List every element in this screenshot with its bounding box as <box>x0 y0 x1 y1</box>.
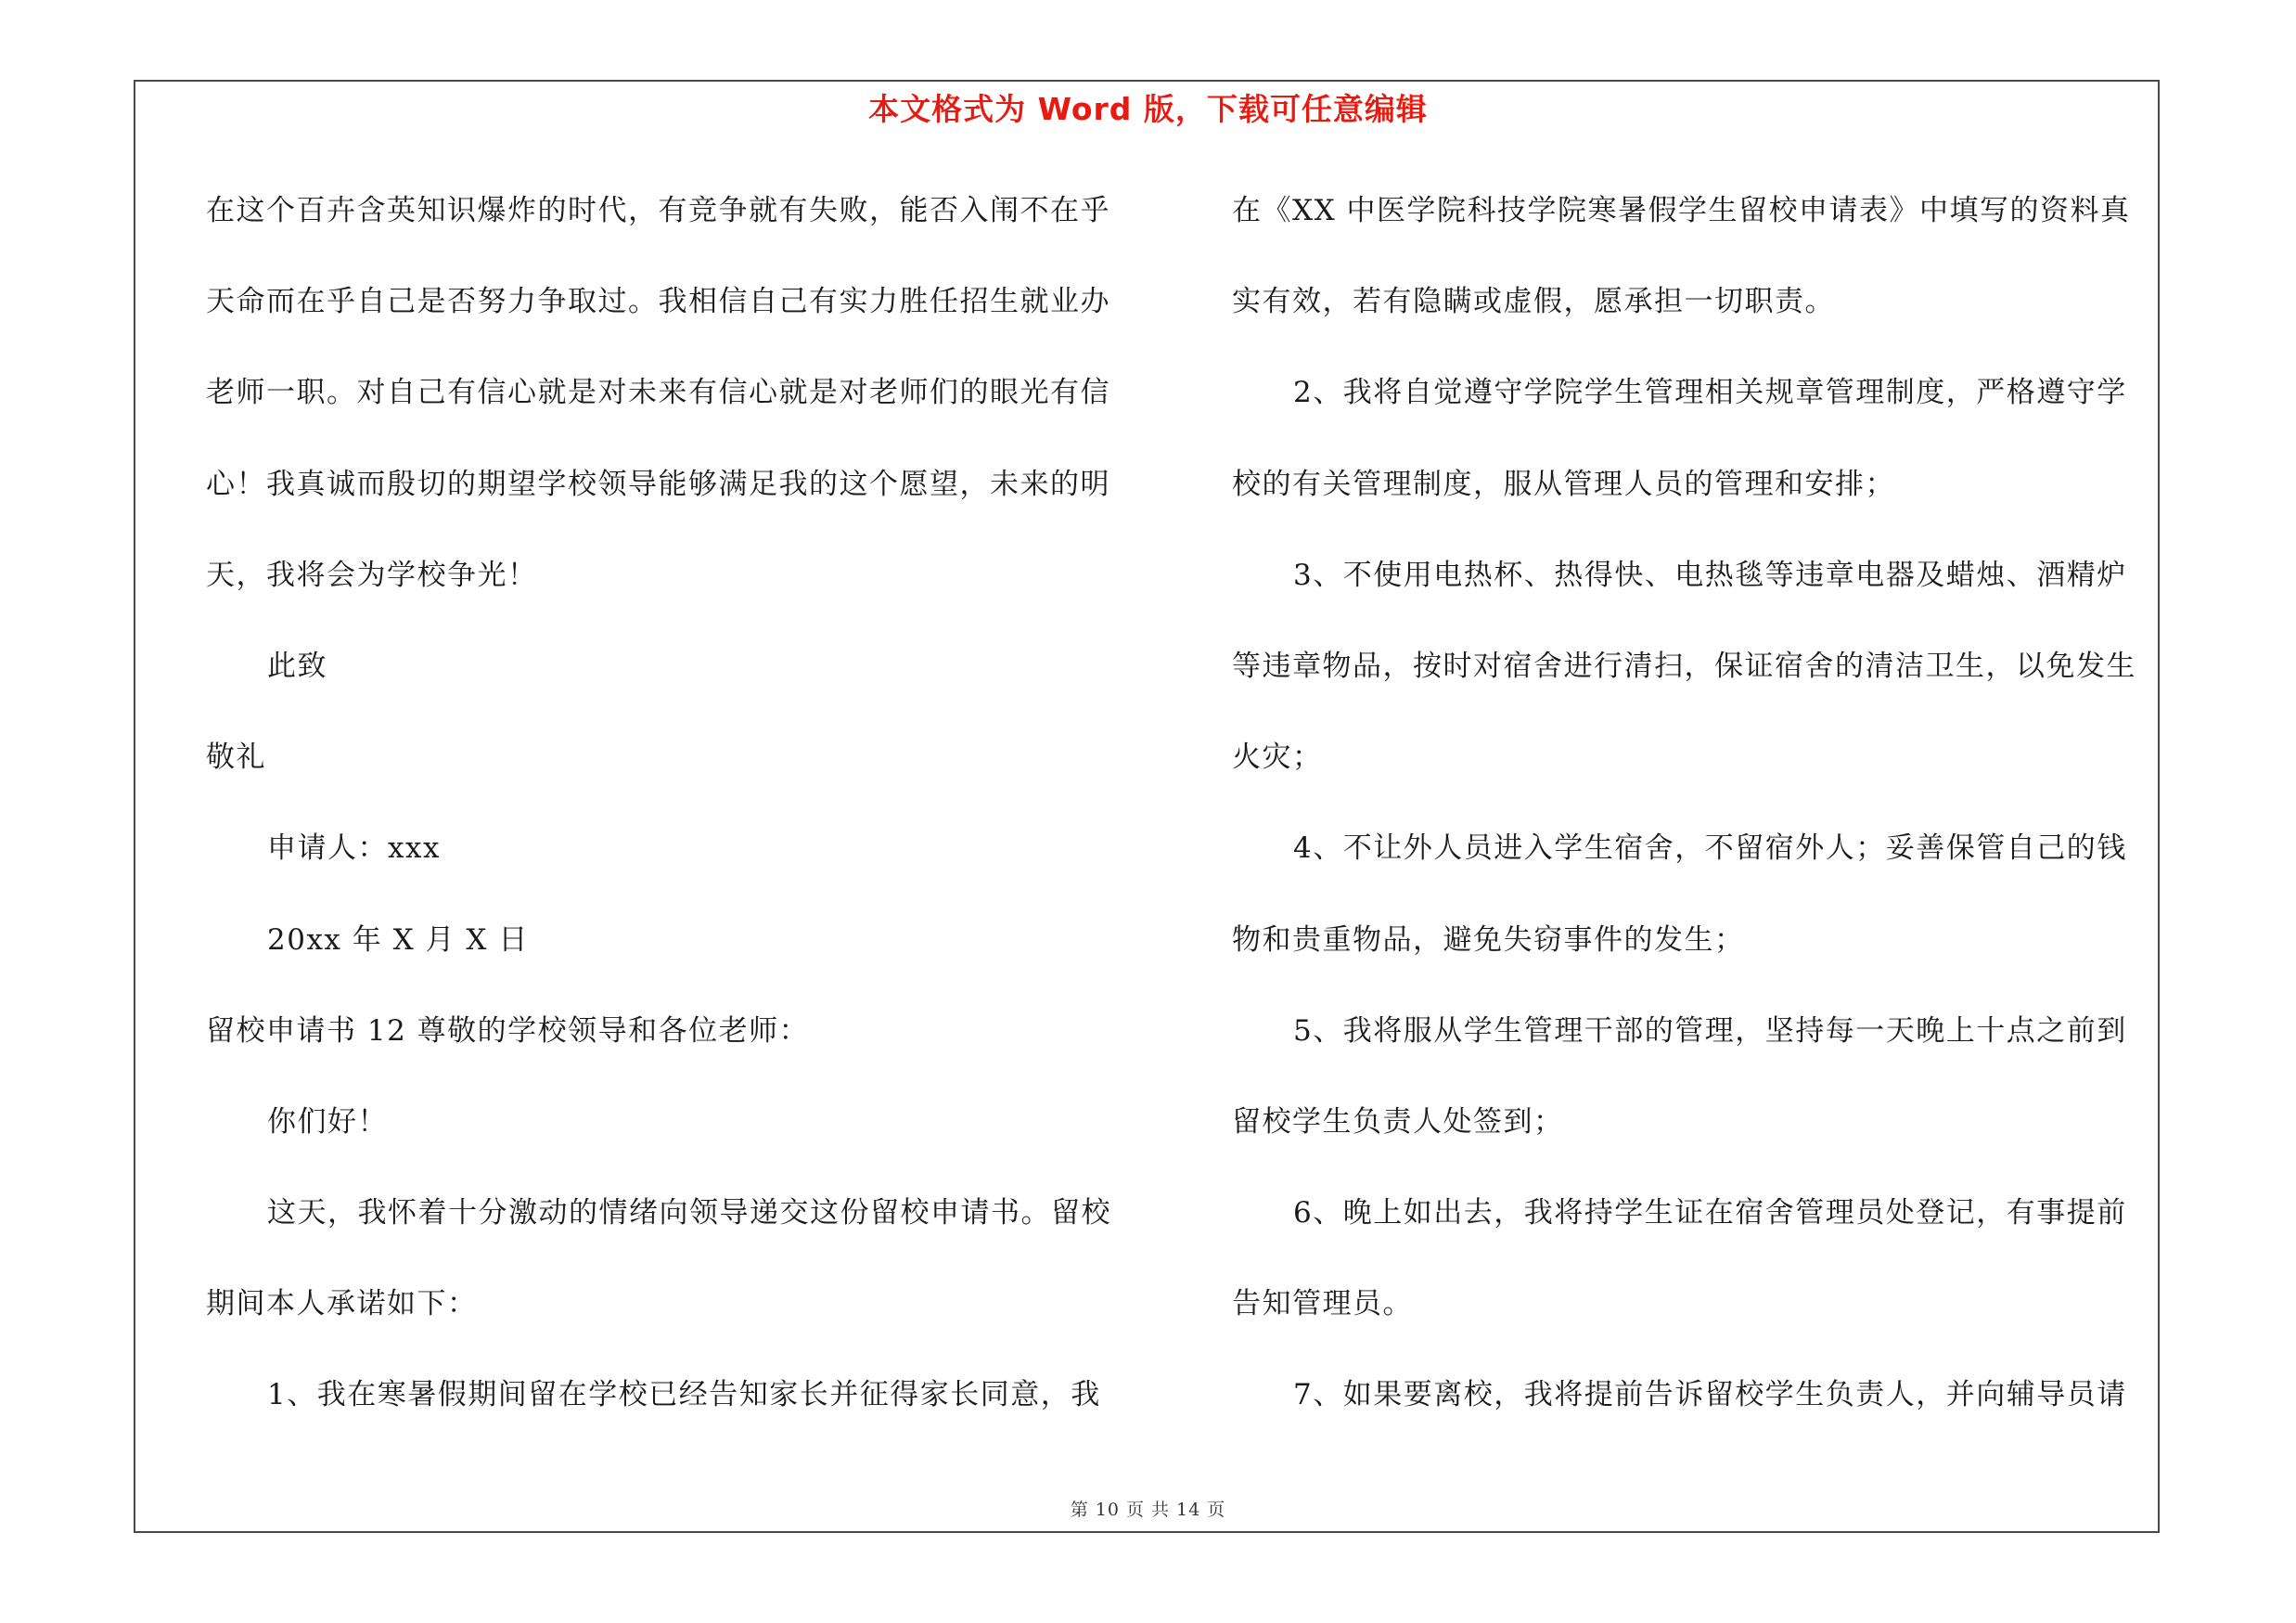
promise-item: 5、我将服从学生管理干部的管理，坚持每一天晚上十点之前到 <box>1293 1013 2127 1048</box>
promise-item: 1、我在寒暑假期间留在学校已经告知家长并征得家长同意，我 <box>267 1378 1101 1412</box>
promise-item: 2、我将自觉遵守学院学生管理相关规章管理制度，严格遵守学 <box>1293 376 2127 410</box>
paragraph-line: 实有效，若有隐瞒或虚假，愿承担一切职责。 <box>1232 285 1835 319</box>
paragraph-line: 告知管理员。 <box>1232 1287 1413 1321</box>
promise-item: 4、不让外人员进入学生宿舍，不留宿外人；妥善保管自己的钱 <box>1293 831 2127 866</box>
section-heading: 留校申请书 12 尊敬的学校领导和各位老师： <box>206 1013 810 1048</box>
right-text-column <box>1232 182 2160 1458</box>
paragraph-line: 校的有关管理制度，服从管理人员的管理和安排； <box>1232 467 1895 501</box>
paragraph-line: 老师一职。对自己有信心就是对未来有信心就是对老师们的眼光有信 <box>206 376 1110 410</box>
paragraph-line: 留校学生负责人处签到； <box>1232 1104 1564 1139</box>
paragraph-line: 天命而在乎自己是否努力争取过。我相信自己有实力胜任招生就业办 <box>206 285 1110 319</box>
paragraph-line: 心！我真诚而殷切的期望学校领导能够满足我的这个愿望，未来的明 <box>206 467 1110 501</box>
promise-item: 3、不使用电热杯、热得快、电热毯等违章电器及蜡烛、酒精炉 <box>1293 558 2127 592</box>
paragraph-line: 期间本人承诺如下： <box>206 1287 478 1321</box>
paragraph-line: 在《XX 中医学院科技学院寒暑假学生留校申请表》中填写的资料真 <box>1232 194 2131 227</box>
page-number: 第 10 页 共 14 页 <box>1070 1500 1226 1520</box>
paragraph-line: 这天，我怀着十分激动的情绪向领导递交这份留校申请书。留校 <box>267 1196 1111 1230</box>
paragraph-line: 天，我将会为学校争光！ <box>206 558 538 592</box>
paragraph-line: 火灾； <box>1232 741 1323 775</box>
promise-item: 7、如果要离校，我将提前告诉留校学生负责人，并向辅导员请 <box>1293 1378 2127 1412</box>
left-text-column <box>206 182 1129 1458</box>
paragraph-line: 在这个百卉含英知识爆炸的时代，有竞争就有失败，能否入闱不在乎 <box>206 194 1110 227</box>
promise-item: 6、晚上如出去，我将持学生证在宿舍管理员处登记，有事提前 <box>1293 1196 2127 1230</box>
document-banner: 本文格式为 Word 版，下载可任意编辑 <box>868 91 1428 127</box>
closing-salutation: 此致 <box>267 649 327 683</box>
greeting: 你们好！ <box>267 1104 388 1139</box>
paragraph-line: 等违章物品，按时对宿舍进行清扫，保证宿舍的清洁卫生，以免发生 <box>1232 649 2136 683</box>
paragraph-line: 物和贵重物品，避免失窃事件的发生； <box>1232 922 1745 957</box>
applicant-name: 申请人：xxx <box>267 831 441 866</box>
application-date: 20xx 年 X 月 X 日 <box>267 922 529 957</box>
closing-regards: 敬礼 <box>206 741 266 775</box>
